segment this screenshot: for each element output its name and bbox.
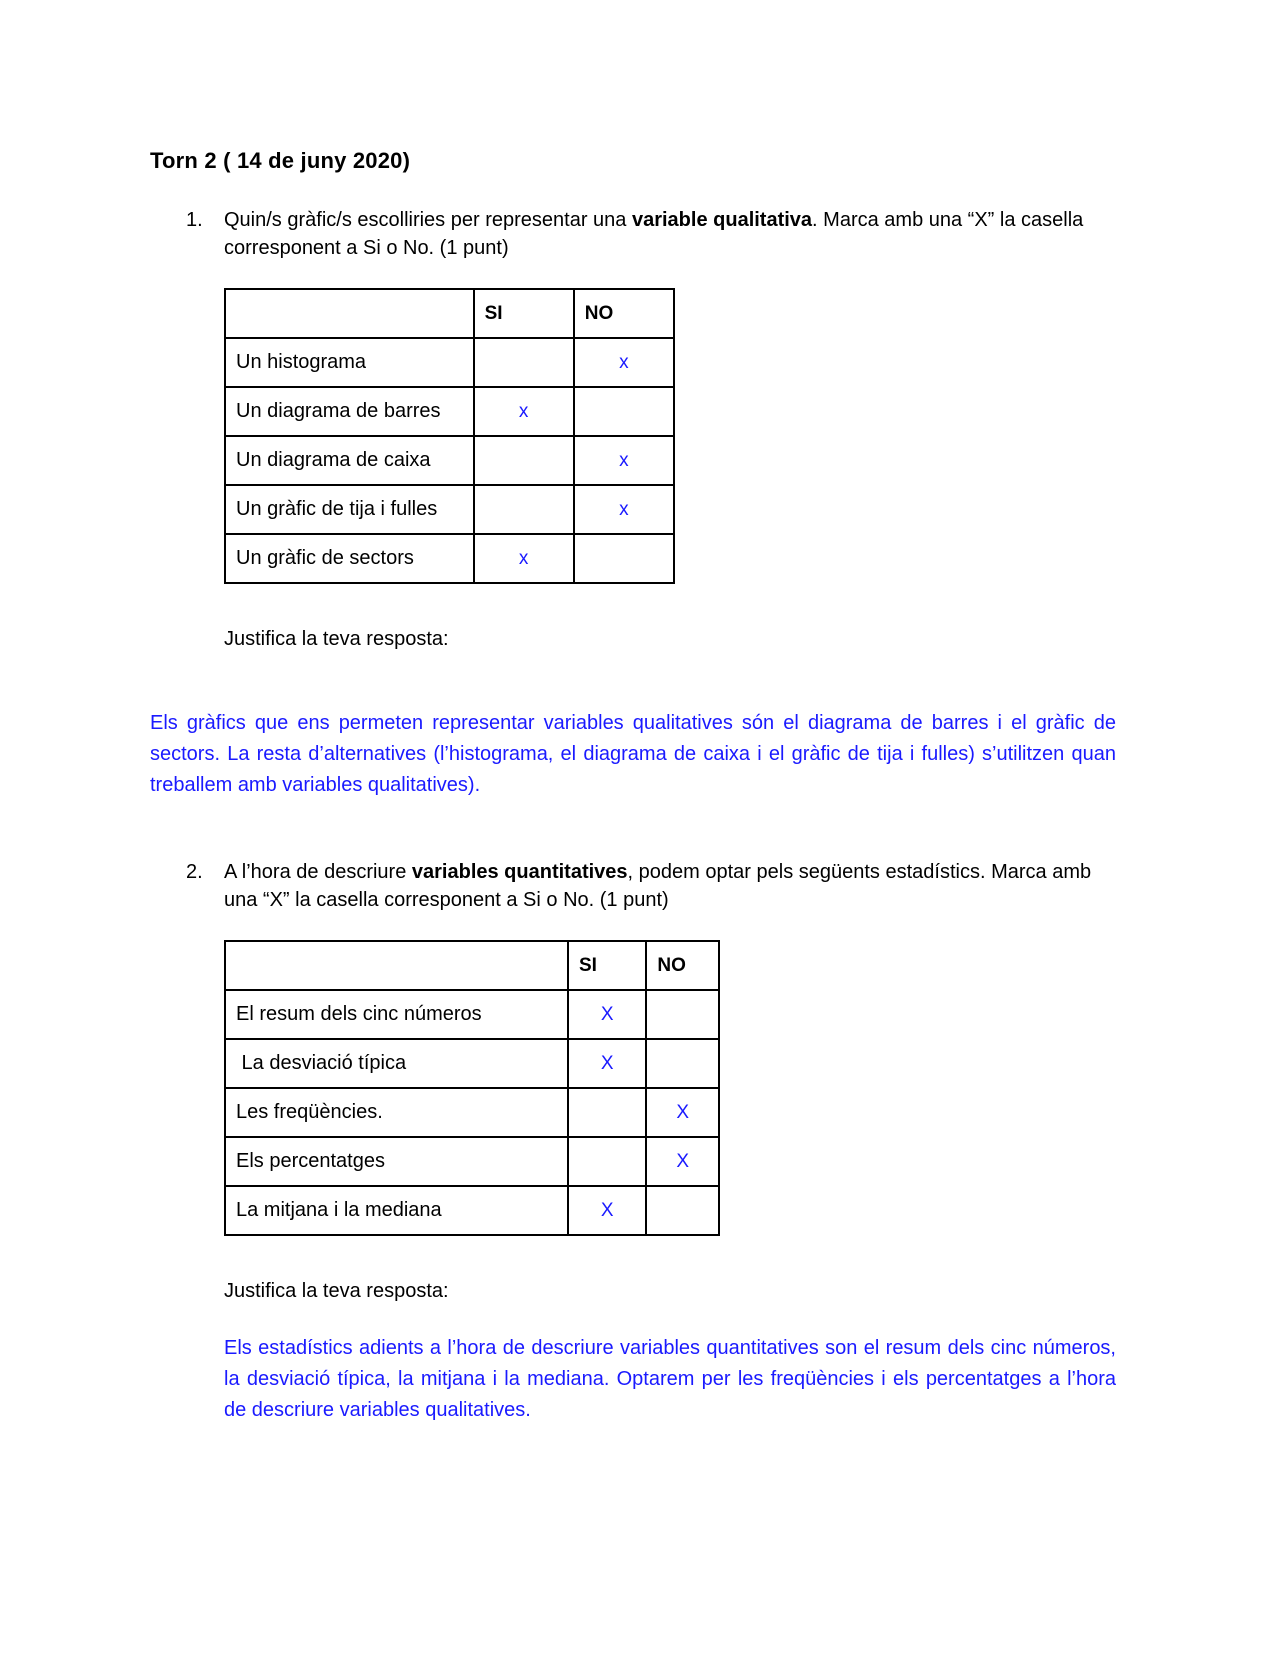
question-2-table-body [225, 941, 719, 1235]
mark-no-cell [574, 387, 674, 436]
row-label: Les freqüències. [225, 1088, 568, 1137]
page-title: Torn 2 ( 14 de juny 2020) [150, 148, 411, 173]
question-2-text-bold: variables quantitatives [411, 861, 628, 883]
question-1-text-before: Quin/s gràfic/s escolliries per representar una [224, 209, 632, 231]
mark-si-cell [474, 436, 574, 485]
table-header-row [225, 941, 719, 990]
mark-si-cell: X [568, 1039, 646, 1088]
table-row [225, 1039, 719, 1088]
mark-si-cell: X [568, 1186, 646, 1235]
table-row [225, 1137, 719, 1186]
question-2-answer: Els estadístics adients a l’hora de descriure variables quantitatives son el resum dels cinc números, la desviació típica, la mitjana i la mediana. Optarem per les freqüències i els percentatges a l’hora de descriure variables qualitatives. [224, 1337, 1116, 1421]
question-1-text-bold: variable qualitativa [631, 209, 813, 231]
question-1-number: 1. [186, 209, 203, 231]
mark-no-cell: x [574, 338, 674, 387]
question-1-justify-label: Justifica la teva resposta: [224, 628, 449, 650]
mark-no-cell [574, 534, 674, 583]
row-label: El resum dels cinc números [225, 990, 568, 1039]
mark-si-cell: x [474, 387, 574, 436]
mark-si-cell [474, 338, 574, 387]
header-no: NO [646, 941, 719, 990]
mark-no-cell [646, 990, 719, 1039]
header-empty-cell [225, 941, 568, 990]
mark-no-cell: x [574, 436, 674, 485]
table-row [225, 485, 674, 534]
header-si: SI [568, 941, 646, 990]
question-1 [186, 206, 1126, 266]
question-2-table [224, 940, 720, 1236]
mark-no-cell [646, 1186, 719, 1235]
mark-si-cell [568, 1137, 646, 1186]
mark-no-cell: X [646, 1137, 719, 1186]
mark-no-cell [646, 1039, 719, 1088]
question-2 [186, 858, 1126, 918]
question-2-justify-label: Justifica la teva resposta: [224, 1280, 449, 1302]
question-2-text [224, 858, 1124, 914]
mark-si-cell: X [568, 990, 646, 1039]
question-1-answer: Els gràfics que ens permeten representar variables qualitatives són el diagrama de barres i el gràfic de sectors. La resta d’alternatives (l’histograma, el diagrama de caixa i el gràfic de tija i fulles) s’utilitzen quan treballem amb variables qualitatives). [150, 712, 1116, 796]
row-label: Un gràfic de sectors [225, 534, 474, 583]
table-header-row [225, 289, 674, 338]
row-label: Els percentatges [225, 1137, 568, 1186]
question-1-table [224, 288, 675, 584]
question-2-text-after: , podem optar pels següents estadístics. Marca amb una “X” la casella corresponent a Si o No. (1 punt) [224, 861, 1092, 911]
question-1-text-after: . Marca amb una “X” la casella corresponent a Si o No. (1 punt) [224, 209, 1084, 259]
row-label: Un diagrama de barres [225, 387, 474, 436]
row-label: Un gràfic de tija i fulles [225, 485, 474, 534]
table-row [225, 338, 674, 387]
header-no: NO [574, 289, 674, 338]
row-label: La mitjana i la mediana [225, 1186, 568, 1235]
question-2-text-before: A l’hora de descriure [224, 861, 412, 883]
mark-si-cell [568, 1088, 646, 1137]
table-row [225, 990, 719, 1039]
header-si: SI [474, 289, 574, 338]
mark-no-cell: x [574, 485, 674, 534]
table-row [225, 1186, 719, 1235]
mark-si-cell: x [474, 534, 574, 583]
table-row [225, 534, 674, 583]
row-label: La desviació típica [225, 1039, 568, 1088]
mark-no-cell: X [646, 1088, 719, 1137]
table-row [225, 387, 674, 436]
mark-si-cell [474, 485, 574, 534]
question-1-text [224, 206, 1124, 262]
table-row [225, 436, 674, 485]
row-label: Un histograma [225, 338, 474, 387]
question-1-table-body [225, 289, 674, 583]
question-2-number: 2. [186, 861, 203, 883]
table-row [225, 1088, 719, 1137]
row-label: Un diagrama de caixa [225, 436, 474, 485]
header-empty-cell [225, 289, 474, 338]
